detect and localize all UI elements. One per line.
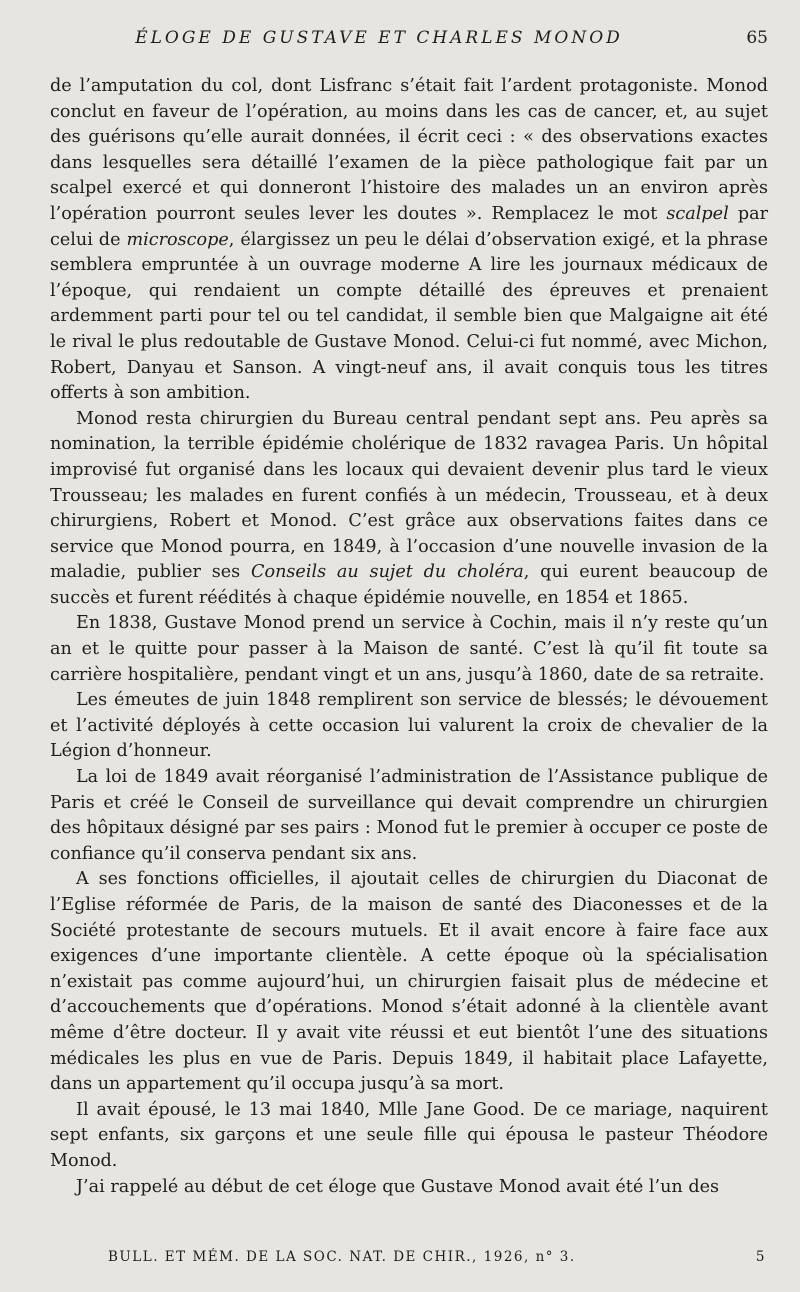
journal-reference: BULL. ET MÉM. DE LA SOC. NAT. DE CHIR., 1926, n° 3. [108,1249,576,1265]
running-title: ÉLOGE DE GUSTAVE ET CHARLES MONOD [135,28,623,48]
page-header [50,26,768,54]
paragraph-1: de l’amputation du col, dont Lisfranc s’était fait l’ardent protagoniste. Monod conclut en faveur de l’opération, au moins dans les cas de cancer, et, au sujet des guérisons qu’elle aurait données, il écrit ceci : « des observations exactes dans lesquelles sera détaillé l’examen de la pièce pathologique fait par un scalpel exercé et qui donneront l’histoire des malades un an environ après l’opération pourront seules lever les doutes ». Remplacez le mot scalpel par celui de microscope, élargissez un peu le délai d’observation exigé, et la phrase semblera empruntée à un ouvrage moderne A lire les journaux médicaux de l’époque, qui rendaient un compte détaillé des épreuves et prenaient ardemment parti pour tel ou tel candidat, il semble bien que Malgaigne ait été le rival le plus redoutable de Gustave Monod. Celui-ci fut nommé, avec Michon, Robert, Danyau et Sanson. A vingt-neuf ans, il avait conquis tous les titres offerts à son ambition. [50,76,768,404]
page-footer [108,1249,766,1271]
emphasis-microscope: microscope [126,229,229,250]
signature-mark: 5 [755,1249,766,1265]
page-number: 65 [746,28,768,48]
paragraph-5: La loi de 1849 avait réorganisé l’administration de l’Assistance publique de Paris et créé le Conseil de surveillance qui devait comprendre un chirurgien des hôpitaux désigné par ses pairs : Monod fut le premier à occuper ce poste de confiance qu’il conserva pendant six ans. [50,767,768,864]
body-text [50,74,768,1200]
emphasis-scalpel: scalpel [666,203,729,224]
book-title: Conseils au sujet du choléra [251,562,524,583]
paragraph-8: J’ai rappelé au début de cet éloge que Gustave Monod avait été l’un des [76,1176,720,1197]
paragraph-2: Monod resta chirurgien du Bureau central pendant sept ans. Peu après sa nomination, la terrible épidémie cholérique de 1832 ravagea Paris. Un hôpital improvisé fut organisé dans les locaux qui devaient devenir plus tard le vieux Trousseau; les malades en furent confiés à un médecin, Trousseau, et à deux chirurgiens, Robert et Monod. C’est grâce aux observations faites dans ce service que Monod pourra, en 1849, à l’occasion d’une nouvelle invasion de la maladie, publier ses Conseils au sujet du choléra, qui eurent beaucoup de succès et furent réédités à chaque épidémie nouvelle, en 1854 et 1865. [50,408,768,608]
paragraph-6: A ses fonctions officielles, il ajoutait celles de chirurgien du Diaconat de l’Eglise réformée de Paris, de la maison de santé des Diaconesses et de la Société protestante de secours mutuels. Et il avait encore à faire face aux exigences d’une importante clientèle. A cette époque où la spécialisation n’existait pas comme aujourd’hui, un chirurgien faisait plus de médecine et d’accouchements que d’opérations. Monod s’était adonné à la clientèle avant même d’être docteur. Il y avait vite réussi et eut bientôt l’une des situations médicales les plus en vue de Paris. Depuis 1849, il habitait place Lafayette, dans un appartement qu’il occupa jusqu’à sa mort. [50,869,768,1095]
paragraph-7: Il avait épousé, le 13 mai 1840, Mlle Jane Good. De ce mariage, naquirent sept enfants, six garçons et une seule fille qui épousa le pasteur Théodore Monod. [50,1099,768,1171]
paragraph-4: Les émeutes de juin 1848 remplirent son service de blessés; le dévouement et l’activité déployés à cette occasion lui valurent la croix de chevalier de la Légion d’honneur. [50,690,768,762]
paragraph-3: En 1838, Gustave Monod prend un service à Cochin, mais il n’y reste qu’un an et le quitte pour passer à la Maison de santé. C’est là qu’il fit toute sa carrière hospitalière, pendant vingt et un ans, jusqu’à 1860, date de sa retraite. [50,613,768,685]
